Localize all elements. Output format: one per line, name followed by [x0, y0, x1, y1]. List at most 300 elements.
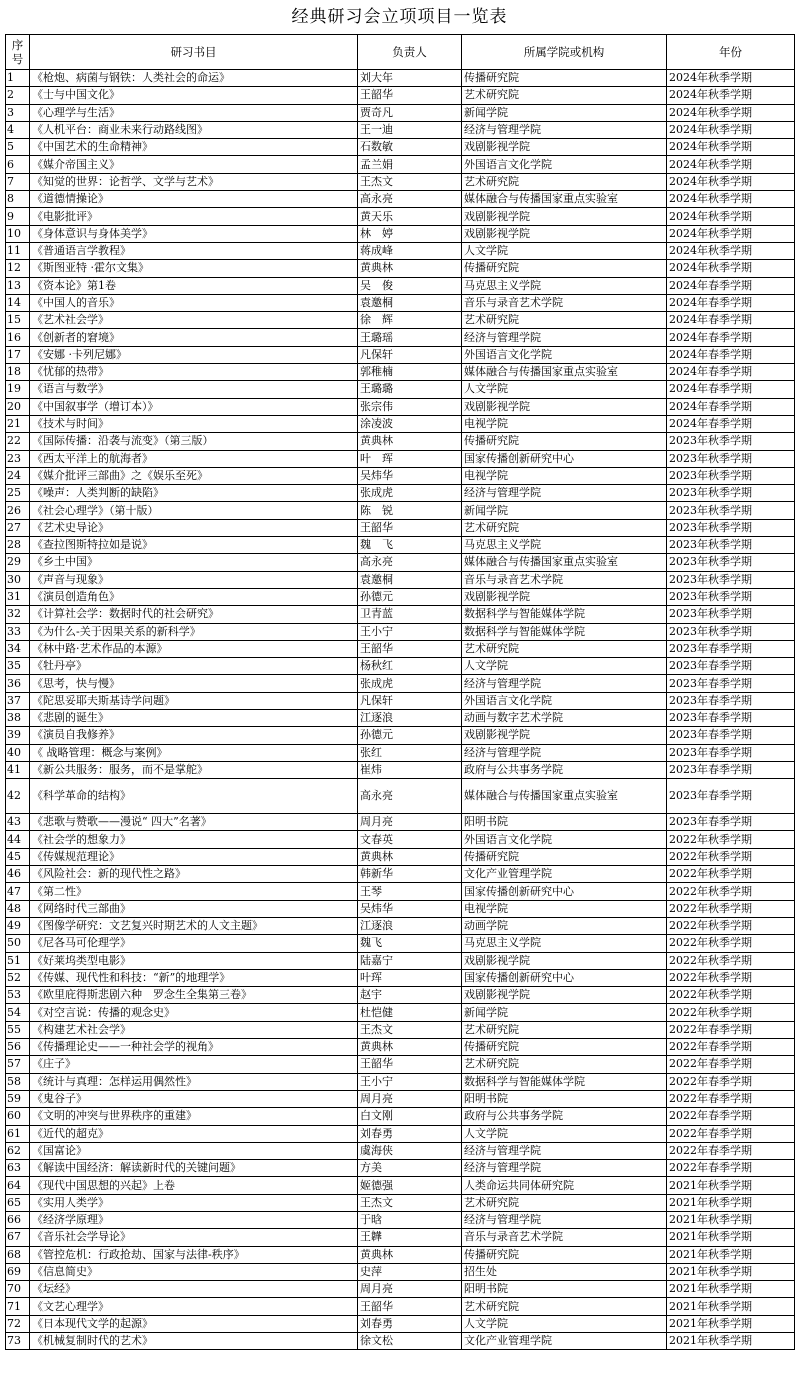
row-seq: 35	[6, 658, 30, 675]
row-term: 2023年秋季学期	[667, 433, 795, 450]
row-owner: 江逐浪	[358, 709, 462, 726]
row-college: 艺术研究院	[462, 519, 667, 536]
row-book: 《思考，快与慢》	[30, 675, 358, 692]
row-college: 音乐与录音艺术学院	[462, 294, 667, 311]
row-owner: 史萍	[358, 1263, 462, 1280]
row-college: 音乐与录音艺术学院	[462, 1229, 667, 1246]
row-owner: 黄典林	[358, 848, 462, 865]
row-college: 艺术研究院	[462, 87, 667, 104]
row-college: 数据科学与智能媒体学院	[462, 1073, 667, 1090]
row-term: 2024年春季学期	[667, 346, 795, 363]
row-college: 国家传播创新研究中心	[462, 450, 667, 467]
row-college: 经济与管理学院	[462, 1160, 667, 1177]
row-college: 马克思主义学院	[462, 935, 667, 952]
row-term: 2022年春季学期	[667, 1160, 795, 1177]
row-college: 戏剧影视学院	[462, 727, 667, 744]
table-row	[6, 242, 795, 259]
row-owner: 虞海侠	[358, 1142, 462, 1159]
row-seq: 10	[6, 225, 30, 242]
row-book: 《身体意识与身体美学》	[30, 225, 358, 242]
row-owner: 张成虎	[358, 485, 462, 502]
row-book: 《乡土中国》	[30, 554, 358, 571]
table-row	[6, 640, 795, 657]
row-college: 阳明书院	[462, 1090, 667, 1107]
row-seq: 24	[6, 467, 30, 484]
row-term: 2022年秋季学期	[667, 831, 795, 848]
row-book: 《社会心理学》（第十版）	[30, 502, 358, 519]
row-term: 2021年秋季学期	[667, 1212, 795, 1229]
table-row	[6, 502, 795, 519]
row-seq: 7	[6, 173, 30, 190]
row-seq: 66	[6, 1212, 30, 1229]
row-book: 《士与中国文化》	[30, 87, 358, 104]
row-seq: 36	[6, 675, 30, 692]
row-seq: 34	[6, 640, 30, 657]
row-seq: 5	[6, 139, 30, 156]
row-college: 戏剧影视学院	[462, 208, 667, 225]
row-seq: 54	[6, 1004, 30, 1021]
row-book: 《文艺心理学》	[30, 1298, 358, 1315]
row-book: 《尼各马可伦理学》	[30, 935, 358, 952]
row-book: 《道德情操论》	[30, 191, 358, 208]
row-owner: 孙德元	[358, 727, 462, 744]
row-book: 《演员自我修养》	[30, 727, 358, 744]
row-college: 戏剧影视学院	[462, 139, 667, 156]
header-book: 研习书目	[30, 35, 358, 70]
row-owner: 贾奇凡	[358, 104, 462, 121]
row-owner: 王琴	[358, 883, 462, 900]
row-owner: 白文刚	[358, 1108, 462, 1125]
row-book: 《欧里庇得斯悲剧六种 罗念生全集第三卷》	[30, 987, 358, 1004]
row-college: 艺术研究院	[462, 1298, 667, 1315]
row-seq: 55	[6, 1021, 30, 1038]
row-book: 《庄子》	[30, 1056, 358, 1073]
row-book: 《科学革命的结构》	[30, 779, 358, 814]
row-book: 《悲剧的诞生》	[30, 709, 358, 726]
row-seq: 70	[6, 1281, 30, 1298]
row-book: 《媒介帝国主义》	[30, 156, 358, 173]
row-college: 电视学院	[462, 467, 667, 484]
row-owner: 黄天乐	[358, 208, 462, 225]
row-owner: 王杰文	[358, 173, 462, 190]
table-row	[6, 1160, 795, 1177]
row-term: 2021年秋季学期	[667, 1333, 795, 1350]
row-book: 《社会学的想象力》	[30, 831, 358, 848]
row-owner: 张红	[358, 744, 462, 761]
row-seq: 44	[6, 831, 30, 848]
row-term: 2023年秋季学期	[667, 606, 795, 623]
row-owner: 陈 锐	[358, 502, 462, 519]
table-row	[6, 312, 795, 329]
row-term: 2024年秋季学期	[667, 121, 795, 138]
row-term: 2024年秋季学期	[667, 87, 795, 104]
header-owner: 负责人	[358, 35, 462, 70]
row-owner: 刘大年	[358, 70, 462, 87]
row-book: 《传媒规范理论》	[30, 848, 358, 865]
table-row	[6, 692, 795, 709]
row-term: 2022年秋季学期	[667, 952, 795, 969]
row-book: 《管控危机：行政抢劫、国家与法律-秩序》	[30, 1246, 358, 1263]
row-book: 《日本现代文学的起源》	[30, 1315, 358, 1332]
row-term: 2023年秋季学期	[667, 485, 795, 502]
row-owner: 郭稚楠	[358, 364, 462, 381]
table-row	[6, 104, 795, 121]
row-seq: 62	[6, 1142, 30, 1159]
row-college: 马克思主义学院	[462, 277, 667, 294]
row-college: 动画学院	[462, 917, 667, 934]
row-college: 人文学院	[462, 1125, 667, 1142]
row-owner: 高永亮	[358, 191, 462, 208]
row-college: 国家传播创新研究中心	[462, 883, 667, 900]
row-college: 经济与管理学院	[462, 121, 667, 138]
row-book: 《噪声：人类判断的缺陷》	[30, 485, 358, 502]
row-term: 2022年春季学期	[667, 1039, 795, 1056]
row-seq: 33	[6, 623, 30, 640]
table-row	[6, 952, 795, 969]
table-row	[6, 883, 795, 900]
row-book: 《现代中国思想的兴起》上卷	[30, 1177, 358, 1194]
table-body	[6, 70, 795, 1350]
row-book: 《计算社会学：数据时代的社会研究》	[30, 606, 358, 623]
row-term: 2023年春季学期	[667, 709, 795, 726]
row-college: 国家传播创新研究中心	[462, 969, 667, 986]
row-term: 2023年春季学期	[667, 744, 795, 761]
row-book: 《网络时代三部曲》	[30, 900, 358, 917]
row-owner: 徐 辉	[358, 312, 462, 329]
row-term: 2023年春季学期	[667, 779, 795, 814]
table-row	[6, 814, 795, 831]
row-term: 2023年春季学期	[667, 692, 795, 709]
row-book: 《林中路·艺术作品的本源》	[30, 640, 358, 657]
row-seq: 31	[6, 588, 30, 605]
row-owner: 周月亮	[358, 1281, 462, 1298]
row-term: 2024年春季学期	[667, 381, 795, 398]
row-seq: 53	[6, 987, 30, 1004]
row-owner: 徐文松	[358, 1333, 462, 1350]
row-owner: 林 婷	[358, 225, 462, 242]
row-seq: 22	[6, 433, 30, 450]
row-college: 传播研究院	[462, 848, 667, 865]
row-book: 《技术与时间》	[30, 415, 358, 432]
row-book: 《资本论》第1卷	[30, 277, 358, 294]
row-book: 《国富论》	[30, 1142, 358, 1159]
row-seq: 72	[6, 1315, 30, 1332]
row-seq: 39	[6, 727, 30, 744]
row-owner: 张宗伟	[358, 398, 462, 415]
table-row	[6, 744, 795, 761]
table-row	[6, 554, 795, 571]
row-college: 经济与管理学院	[462, 1142, 667, 1159]
row-term: 2024年秋季学期	[667, 139, 795, 156]
row-owner: 王小宁	[358, 623, 462, 640]
row-owner: 杨秋红	[358, 658, 462, 675]
table-row	[6, 121, 795, 138]
row-term: 2022年秋季学期	[667, 1004, 795, 1021]
row-college: 外国语言文化学院	[462, 831, 667, 848]
row-book: 《第二性》	[30, 883, 358, 900]
row-college: 艺术研究院	[462, 1056, 667, 1073]
row-seq: 9	[6, 208, 30, 225]
table-row	[6, 156, 795, 173]
row-seq: 73	[6, 1333, 30, 1350]
row-term: 2024年秋季学期	[667, 225, 795, 242]
row-term: 2023年秋季学期	[667, 467, 795, 484]
row-term: 2021年秋季学期	[667, 1281, 795, 1298]
row-college: 动画与数字艺术学院	[462, 709, 667, 726]
row-college: 戏剧影视学院	[462, 987, 667, 1004]
row-seq: 43	[6, 814, 30, 831]
row-college: 电视学院	[462, 415, 667, 432]
table-row	[6, 917, 795, 934]
table-row	[6, 537, 795, 554]
row-seq: 41	[6, 761, 30, 778]
row-seq: 27	[6, 519, 30, 536]
row-owner: 黄典林	[358, 1039, 462, 1056]
row-seq: 57	[6, 1056, 30, 1073]
row-term: 2024年春季学期	[667, 294, 795, 311]
row-college: 政府与公共事务学院	[462, 761, 667, 778]
row-term: 2024年春季学期	[667, 277, 795, 294]
row-college: 戏剧影视学院	[462, 952, 667, 969]
row-seq: 64	[6, 1177, 30, 1194]
row-seq: 49	[6, 917, 30, 934]
table-row	[6, 900, 795, 917]
row-college: 经济与管理学院	[462, 329, 667, 346]
table-row	[6, 346, 795, 363]
row-book: 《艺术史导论》	[30, 519, 358, 536]
row-college: 传播研究院	[462, 70, 667, 87]
row-college: 阳明书院	[462, 1281, 667, 1298]
table-row	[6, 260, 795, 277]
table-row	[6, 1229, 795, 1246]
row-seq: 71	[6, 1298, 30, 1315]
row-college: 招生处	[462, 1263, 667, 1280]
row-term: 2023年秋季学期	[667, 537, 795, 554]
row-owner: 王韶华	[358, 1056, 462, 1073]
row-book: 《心理学与生活》	[30, 104, 358, 121]
row-book: 《传媒、现代性和科技：“新”的地理学》	[30, 969, 358, 986]
row-college: 经济与管理学院	[462, 1212, 667, 1229]
row-owner: 凡保轩	[358, 692, 462, 709]
row-seq: 42	[6, 779, 30, 814]
table-row	[6, 1212, 795, 1229]
row-college: 数据科学与智能媒体学院	[462, 623, 667, 640]
table-row	[6, 1073, 795, 1090]
table-row	[6, 709, 795, 726]
row-college: 音乐与录音艺术学院	[462, 571, 667, 588]
row-book: 《统计与真理：怎样运用偶然性》	[30, 1073, 358, 1090]
row-book: 《媒介批评三部曲》之《娱乐至死》	[30, 467, 358, 484]
row-book: 《语言与数学》	[30, 381, 358, 398]
table-row	[6, 1142, 795, 1159]
table-row	[6, 294, 795, 311]
header-term: 年份	[667, 35, 795, 70]
row-college: 人文学院	[462, 658, 667, 675]
row-book: 《声音与现象》	[30, 571, 358, 588]
row-seq: 45	[6, 848, 30, 865]
row-owner: 孙德元	[358, 588, 462, 605]
row-college: 艺术研究院	[462, 312, 667, 329]
row-seq: 3	[6, 104, 30, 121]
row-owner: 高永亮	[358, 779, 462, 814]
table-row	[6, 191, 795, 208]
row-seq: 37	[6, 692, 30, 709]
table-row	[6, 1246, 795, 1263]
row-seq: 58	[6, 1073, 30, 1090]
row-term: 2022年秋季学期	[667, 866, 795, 883]
row-book: 《为什么-关于因果关系的新科学》	[30, 623, 358, 640]
row-college: 艺术研究院	[462, 1021, 667, 1038]
row-term: 2024年春季学期	[667, 364, 795, 381]
table-row	[6, 381, 795, 398]
table-row	[6, 1039, 795, 1056]
row-term: 2022年春季学期	[667, 1021, 795, 1038]
row-term: 2023年春季学期	[667, 814, 795, 831]
table-row	[6, 1090, 795, 1107]
row-college: 传播研究院	[462, 1246, 667, 1263]
row-owner: 王小宁	[358, 1073, 462, 1090]
row-owner: 黄典林	[358, 260, 462, 277]
table-row	[6, 571, 795, 588]
row-term: 2024年秋季学期	[667, 70, 795, 87]
row-college: 阳明书院	[462, 814, 667, 831]
row-college: 马克思主义学院	[462, 537, 667, 554]
row-owner: 王韶华	[358, 1298, 462, 1315]
row-term: 2023年春季学期	[667, 761, 795, 778]
row-term: 2022年秋季学期	[667, 883, 795, 900]
row-book: 《普通语言学教程》	[30, 242, 358, 259]
row-seq: 23	[6, 450, 30, 467]
row-seq: 52	[6, 969, 30, 986]
row-seq: 6	[6, 156, 30, 173]
row-book: 《经济学原理》	[30, 1212, 358, 1229]
row-book: 《鬼谷子》	[30, 1090, 358, 1107]
row-seq: 2	[6, 87, 30, 104]
row-owner: 袁邀桐	[358, 294, 462, 311]
table-row	[6, 1333, 795, 1350]
row-term: 2022年秋季学期	[667, 969, 795, 986]
row-owner: 张成虎	[358, 675, 462, 692]
row-term: 2022年秋季学期	[667, 900, 795, 917]
table-row	[6, 485, 795, 502]
row-seq: 63	[6, 1160, 30, 1177]
row-term: 2024年秋季学期	[667, 156, 795, 173]
row-seq: 46	[6, 866, 30, 883]
table-row	[6, 866, 795, 883]
row-seq: 16	[6, 329, 30, 346]
row-seq: 21	[6, 415, 30, 432]
row-term: 2023年春季学期	[667, 675, 795, 692]
row-seq: 47	[6, 883, 30, 900]
row-owner: 叶珲	[358, 969, 462, 986]
row-term: 2022年春季学期	[667, 1090, 795, 1107]
row-owner: 于晗	[358, 1212, 462, 1229]
row-book: 《演员创造角色》	[30, 588, 358, 605]
row-term: 2023年秋季学期	[667, 502, 795, 519]
row-college: 经济与管理学院	[462, 485, 667, 502]
row-book: 《斯图亚特 ·霍尔文集》	[30, 260, 358, 277]
row-owner: 王韶华	[358, 87, 462, 104]
table-row	[6, 1177, 795, 1194]
row-term: 2021年秋季学期	[667, 1229, 795, 1246]
row-owner: 王杰文	[358, 1021, 462, 1038]
row-book: 《坛经》	[30, 1281, 358, 1298]
row-owner: 王韡	[358, 1229, 462, 1246]
row-seq: 13	[6, 277, 30, 294]
table-row	[6, 519, 795, 536]
table-row	[6, 675, 795, 692]
row-owner: 韩新华	[358, 866, 462, 883]
row-owner: 崔炜	[358, 761, 462, 778]
row-book: 《牡丹亭》	[30, 658, 358, 675]
row-term: 2024年秋季学期	[667, 191, 795, 208]
row-owner: 文春英	[358, 831, 462, 848]
table-row	[6, 606, 795, 623]
table-header-row	[6, 35, 795, 70]
table-row	[6, 398, 795, 415]
row-book: 《西太平洋上的航海者》	[30, 450, 358, 467]
row-book: 《陀思妥耶夫斯基诗学问题》	[30, 692, 358, 709]
row-seq: 67	[6, 1229, 30, 1246]
projects-table	[5, 34, 795, 1350]
row-term: 2021年秋季学期	[667, 1263, 795, 1280]
table-row	[6, 935, 795, 952]
table-row	[6, 139, 795, 156]
row-book: 《 战略管理：概念与案例》	[30, 744, 358, 761]
row-college: 媒体融合与传播国家重点实验室	[462, 364, 667, 381]
row-seq: 14	[6, 294, 30, 311]
row-seq: 48	[6, 900, 30, 917]
row-college: 电视学院	[462, 900, 667, 917]
row-book: 《查拉图斯特拉如是说》	[30, 537, 358, 554]
row-term: 2022年秋季学期	[667, 848, 795, 865]
table-row	[6, 70, 795, 87]
row-book: 《音乐社会学导论》	[30, 1229, 358, 1246]
row-term: 2022年春季学期	[667, 1073, 795, 1090]
row-owner: 凡保轩	[358, 346, 462, 363]
row-owner: 刘春勇	[358, 1125, 462, 1142]
row-term: 2022年春季学期	[667, 1056, 795, 1073]
row-college: 外国语言文化学院	[462, 692, 667, 709]
row-book: 《好莱坞类型电影》	[30, 952, 358, 969]
row-term: 2022年秋季学期	[667, 917, 795, 934]
row-owner: 蒋成峰	[358, 242, 462, 259]
table-row	[6, 1298, 795, 1315]
row-book: 《中国艺术的生命精神》	[30, 139, 358, 156]
table-row	[6, 467, 795, 484]
row-term: 2024年春季学期	[667, 415, 795, 432]
table-row	[6, 1194, 795, 1211]
row-owner: 王璐瑶	[358, 329, 462, 346]
row-college: 媒体融合与传播国家重点实验室	[462, 191, 667, 208]
row-college: 人文学院	[462, 1315, 667, 1332]
row-college: 人文学院	[462, 242, 667, 259]
table-row	[6, 173, 795, 190]
row-term: 2024年秋季学期	[667, 242, 795, 259]
row-term: 2024年秋季学期	[667, 260, 795, 277]
table-row	[6, 208, 795, 225]
table-row	[6, 225, 795, 242]
row-seq: 18	[6, 364, 30, 381]
row-owner: 黄典林	[358, 433, 462, 450]
row-owner: 卫青蓝	[358, 606, 462, 623]
row-book: 《实用人类学》	[30, 1194, 358, 1211]
row-college: 新闻学院	[462, 502, 667, 519]
header-college: 所属学院或机构	[462, 35, 667, 70]
row-seq: 11	[6, 242, 30, 259]
row-college: 文化产业管理学院	[462, 1333, 667, 1350]
row-book: 《创新者的窘境》	[30, 329, 358, 346]
